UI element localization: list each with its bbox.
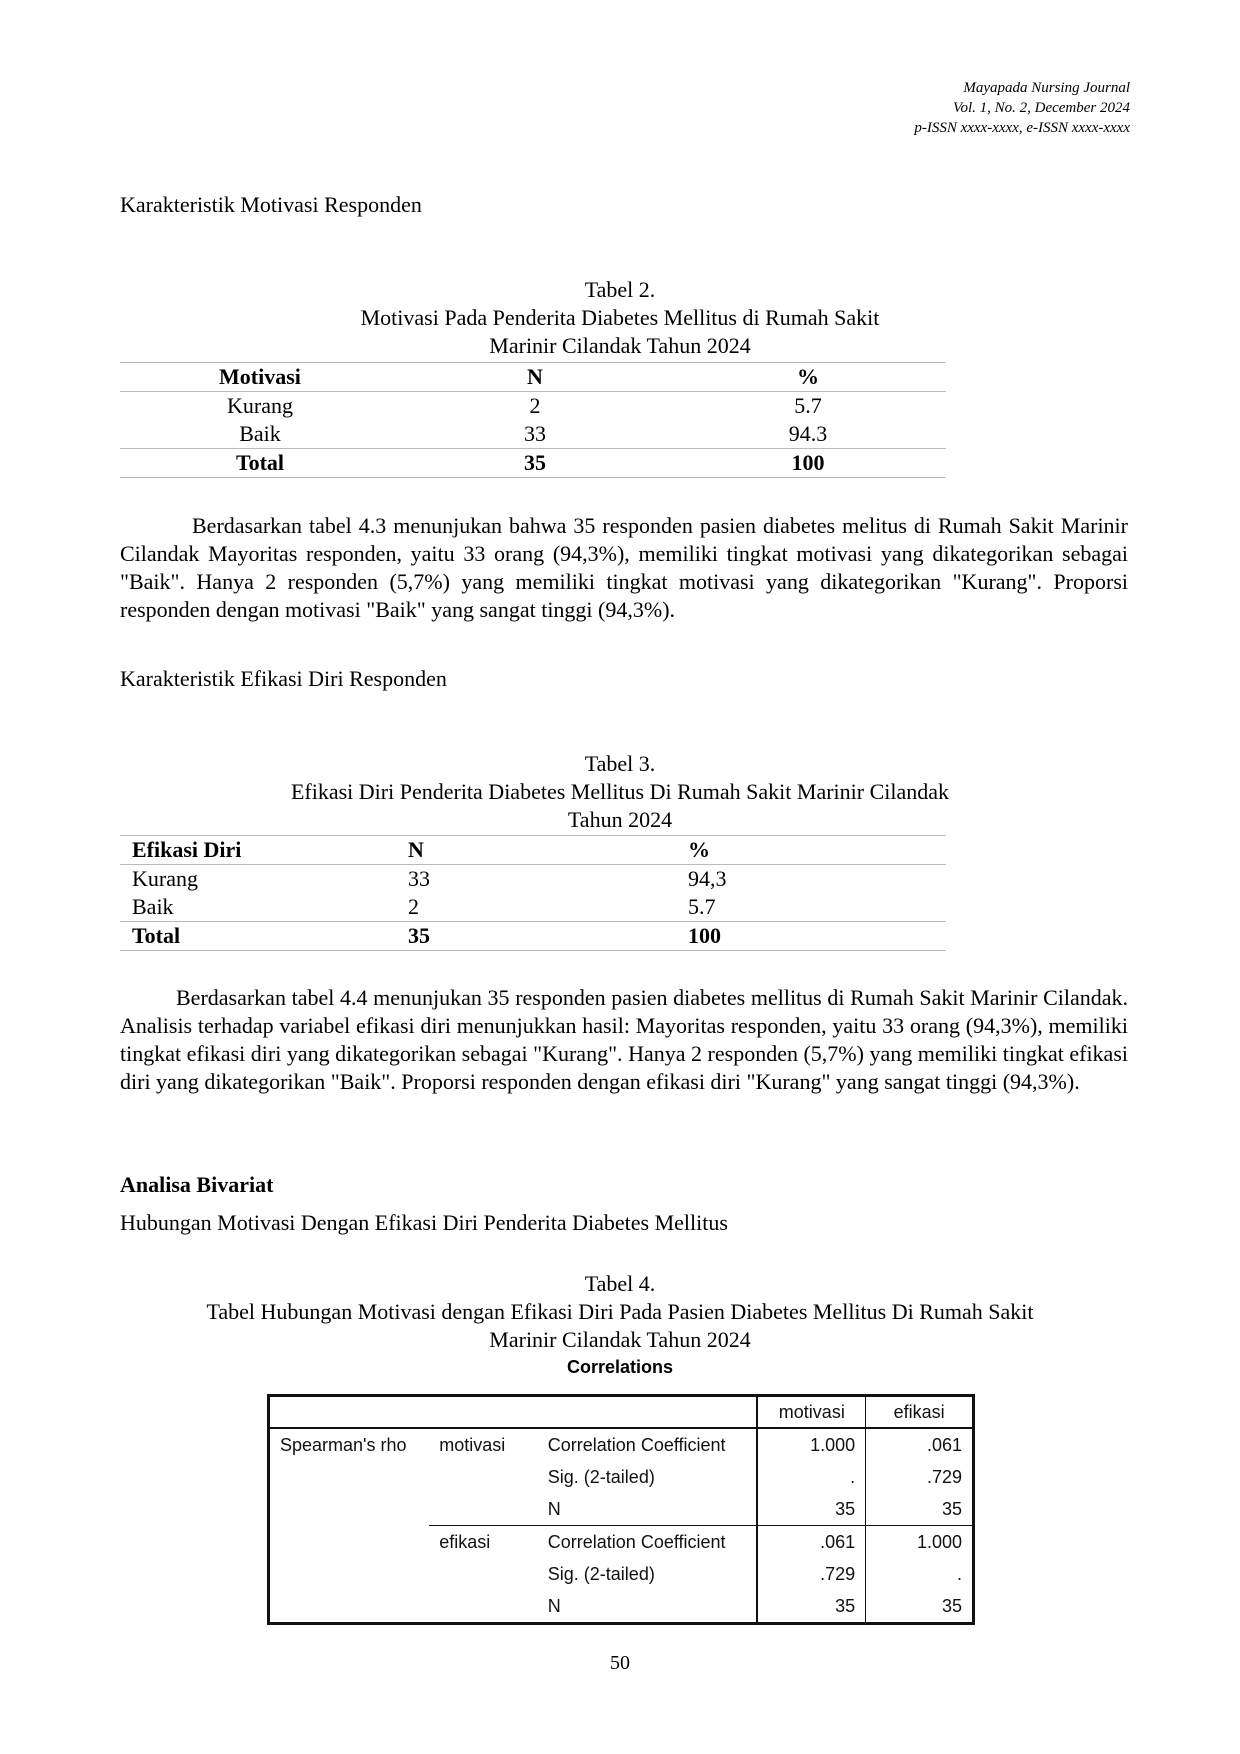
section-subheading: Hubungan Motivasi Dengan Efikasi Diri Penderita Diabetes Mellitus: [120, 1210, 728, 1235]
journal-volume: Vol. 1, No. 2, December 2024: [952, 100, 1130, 116]
table-cell: Baik: [132, 894, 174, 919]
paragraph-efikasi: Berdasarkan tabel 4.4 menunjukan 35 responden pasien diabetes mellitus di Rumah Sakit Marinir Cilandak. Analisis terhadap variabel efikasi diri menunjukkan hasil: Mayoritas responden, yaitu 33 orang (94,3%), memiliki tingkat efikasi diri yang dikategorikan sebagai "Kurang". Hanya 2 responden (5,7%) yang memiliki tingkat efikasi diri yang dikategorikan "Baik". Proporsi responden dengan efikasi diri "Kurang" yang sangat tinggi (94,3%).: [120, 985, 1128, 1094]
table-row: [120, 392, 946, 421]
spss-title: Correlations: [566, 1357, 674, 1377]
table-row: [269, 1461, 974, 1493]
column-header: %: [670, 363, 946, 392]
table-cell: 5.7: [688, 894, 716, 919]
section-heading-bivariat: Analisa Bivariat: [120, 1172, 274, 1197]
stat-label: Correlation Coefficient: [538, 1526, 758, 1559]
empty-cell: [429, 1558, 538, 1590]
empty-cell: [269, 1396, 430, 1429]
table-cell: 35: [866, 1590, 974, 1624]
test-name: Spearman's rho: [280, 1434, 407, 1455]
table-cell: Total: [120, 922, 408, 951]
column-header: %: [688, 836, 946, 865]
table-cell: 35: [757, 1590, 865, 1624]
empty-cell: [538, 1396, 758, 1429]
table-cell: 33: [408, 866, 430, 891]
table-cell: Total: [120, 449, 400, 478]
table-cell: 1.000: [757, 1428, 865, 1461]
table-cell: Kurang: [132, 866, 198, 891]
section-heading-motivasi: Karakteristik Motivasi Responden: [120, 192, 422, 217]
table-total-row: [120, 449, 946, 478]
table-cell: .729: [866, 1461, 974, 1493]
empty-cell: [429, 1396, 538, 1429]
empty-cell: [269, 1558, 430, 1590]
stat-label: Correlation Coefficient: [547, 1434, 726, 1455]
table2-caption-line1: Tabel 2.: [584, 277, 656, 302]
table-cell: 100: [688, 922, 946, 951]
stat-label: N: [547, 1595, 561, 1616]
table-cell: Kurang: [227, 393, 293, 418]
table4-caption-line3: Marinir Cilandak Tahun 2024: [489, 1327, 751, 1352]
table-row: [269, 1526, 974, 1559]
table-cell: Baik: [239, 421, 281, 446]
empty-cell: [269, 1493, 430, 1526]
correlations-table: [267, 1394, 975, 1625]
table-cell: 94.3: [788, 421, 828, 446]
table-cell: 1.000: [866, 1526, 974, 1559]
table3-caption-line3: Tahun 2024: [567, 807, 673, 832]
empty-cell: [269, 1461, 430, 1493]
table-cell: .: [757, 1461, 865, 1493]
table-header-row: [120, 836, 946, 865]
journal-name: Mayapada Nursing Journal: [963, 80, 1130, 96]
table-row: [120, 893, 946, 922]
table-row: [269, 1590, 974, 1624]
table-cell: 35: [400, 449, 670, 478]
table-total-row: [120, 922, 946, 951]
table-cell: 35: [757, 1493, 865, 1526]
empty-cell: [429, 1461, 538, 1493]
column-header: efikasi: [866, 1396, 974, 1429]
column-header: Motivasi: [120, 363, 400, 392]
table4-caption-line2: Tabel Hubungan Motivasi dengan Efikasi Diri Pada Pasien Diabetes Mellitus Di Rumah Sakit: [206, 1299, 1034, 1324]
page-number: 50: [610, 1652, 630, 1674]
table-row: [120, 420, 946, 449]
column-header: motivasi: [757, 1396, 865, 1429]
empty-cell: [269, 1590, 430, 1624]
empty-cell: [429, 1493, 538, 1526]
empty-cell: [269, 1526, 430, 1559]
table3-caption: [120, 750, 1120, 834]
empty-cell: [429, 1590, 538, 1624]
journal-header: [730, 78, 1130, 138]
variable-name: efikasi: [429, 1526, 538, 1559]
column-header: Efikasi Diri: [120, 836, 408, 865]
table2-caption: [120, 276, 1120, 360]
table-header-row: [120, 363, 946, 392]
table-cell: 33: [524, 421, 546, 446]
table-row: [269, 1493, 974, 1526]
stat-label: Sig. (2-tailed): [547, 1466, 655, 1487]
table2-caption-line3: Marinir Cilandak Tahun 2024: [489, 333, 751, 358]
table-row: [269, 1558, 974, 1590]
section-heading-efikasi: Karakteristik Efikasi Diri Responden: [120, 666, 447, 691]
table-cell: .061: [866, 1428, 974, 1461]
column-header: N: [400, 363, 670, 392]
stat-label: N: [547, 1498, 561, 1519]
table2-caption-line2: Motivasi Pada Penderita Diabetes Mellitus di Rumah Sakit: [360, 305, 880, 330]
table-cell: 35: [408, 922, 688, 951]
table-cell: 94,3: [688, 866, 727, 891]
efikasi-table: [120, 835, 946, 951]
table3-caption-line2: Efikasi Diri Penderita Diabetes Mellitus Di Rumah Sakit Marinir Cilandak: [290, 779, 950, 804]
column-header: N: [408, 836, 688, 865]
table-row: [269, 1428, 974, 1461]
table-row: [120, 865, 946, 894]
table-cell: .729: [757, 1558, 865, 1590]
table-cell: .061: [757, 1526, 865, 1559]
table-cell: 35: [866, 1493, 974, 1526]
variable-name: motivasi: [439, 1434, 506, 1455]
table-cell: 5.7: [794, 393, 822, 418]
table-cell: 100: [670, 449, 946, 478]
motivasi-table: [120, 362, 946, 478]
table4-caption: [120, 1270, 1120, 1354]
table-cell: 2: [408, 894, 419, 919]
journal-issn: p-ISSN xxxx-xxxx, e-ISSN xxxx-xxxx: [914, 120, 1130, 136]
table4-caption-line1: Tabel 4.: [584, 1271, 656, 1296]
paragraph-motivasi: Berdasarkan tabel 4.3 menunjukan bahwa 35 responden pasien diabetes melitus di Rumah Sakit Marinir Cilandak Mayoritas responden, yaitu 33 orang (94,3%), memiliki tingkat motivasi yang dikategorikan sebagai "Baik". Hanya 2 responden (5,7%) yang memiliki tingkat motivasi yang dikategorikan "Kurang". Proporsi responden dengan motivasi "Baik" yang sangat tinggi (94,3%).: [120, 513, 1128, 622]
table-cell: .: [866, 1558, 974, 1590]
table3-caption-line1: Tabel 3.: [584, 751, 656, 776]
stat-label: Sig. (2-tailed): [547, 1563, 655, 1584]
table-header-row: [269, 1396, 974, 1429]
table-cell: 2: [529, 393, 541, 418]
